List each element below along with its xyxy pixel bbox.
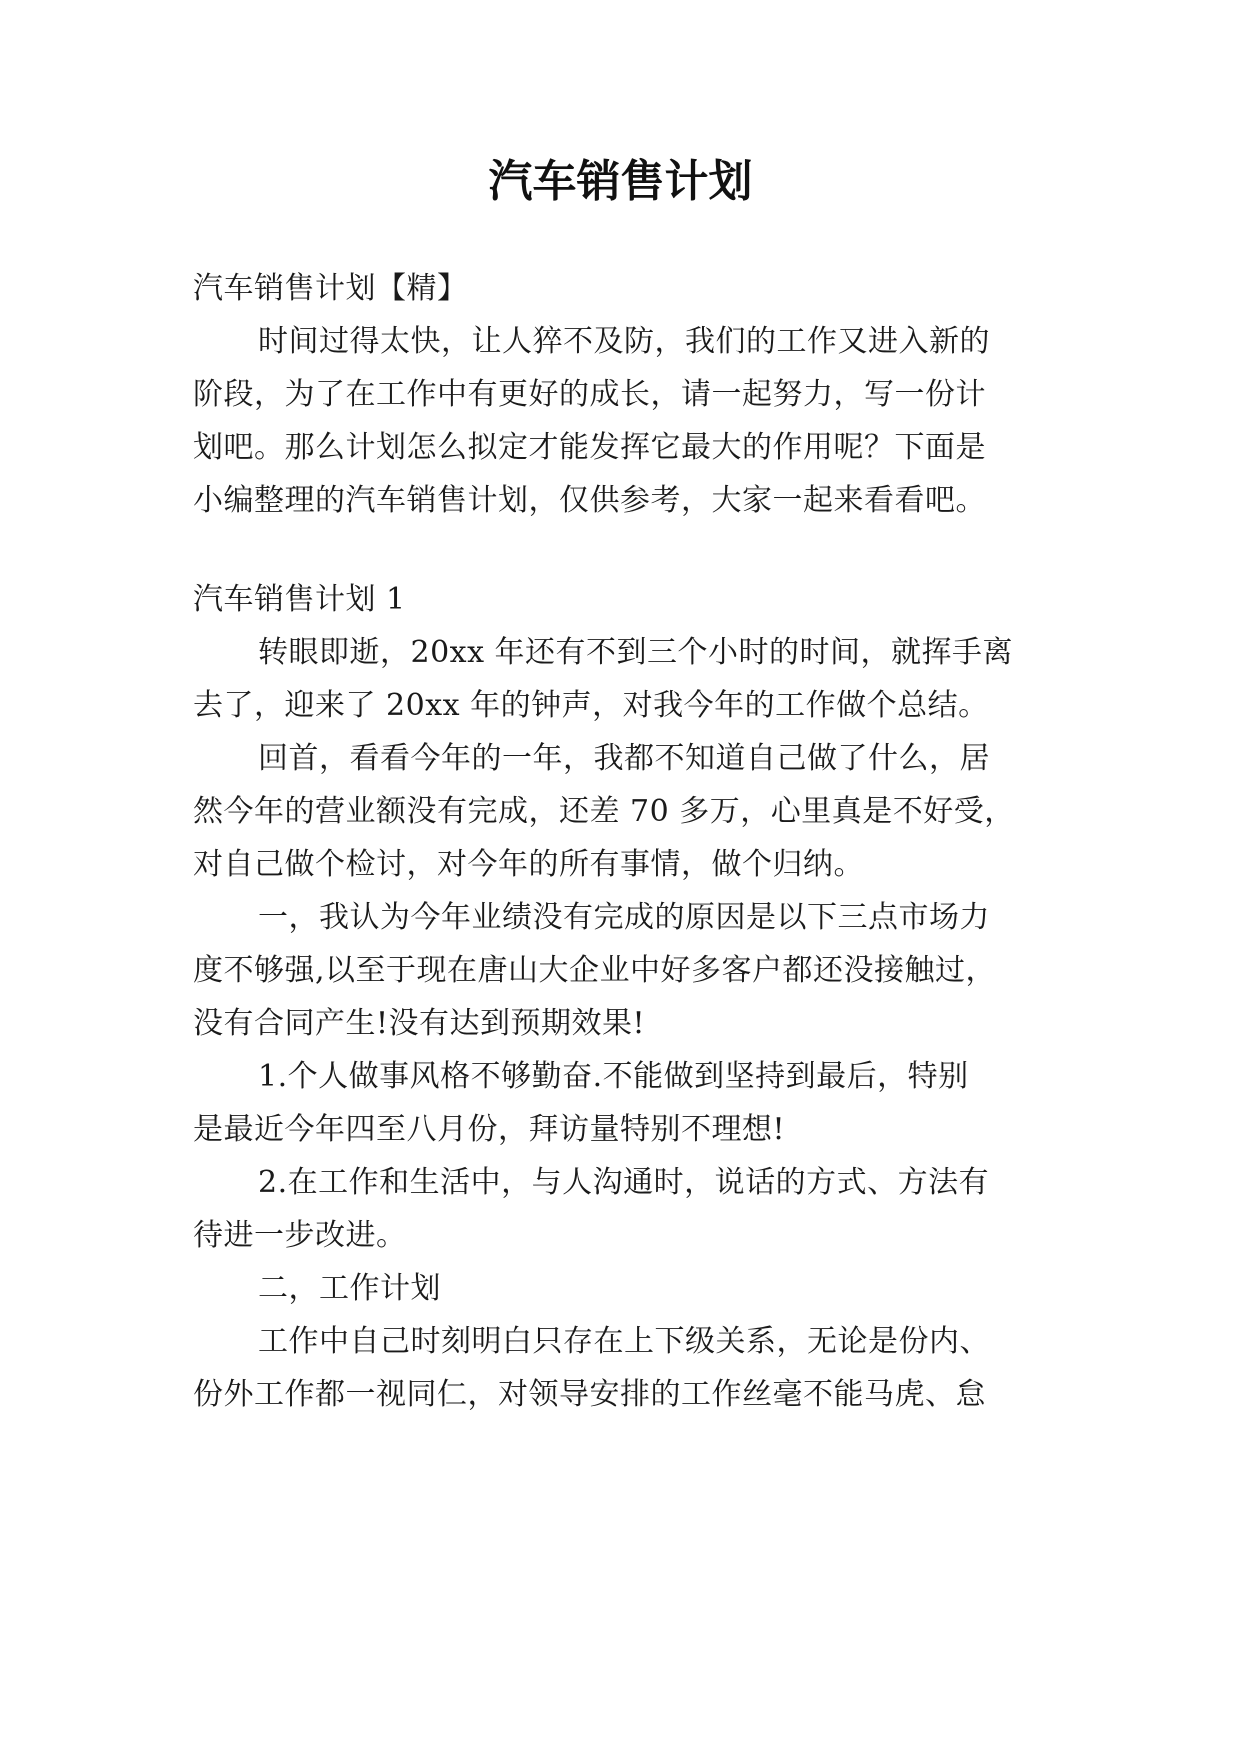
- paragraph-line: 待进一步改进。: [193, 1218, 407, 1253]
- paragraph-line: 去了，迎来了 20xx 年的钟声，对我今年的工作做个总结。: [193, 688, 989, 723]
- paragraph-line: 份外工作都一视同仁，对领导安排的工作丝毫不能马虎、怠: [193, 1377, 986, 1412]
- section-subheading: 二，工作计划: [258, 1271, 441, 1306]
- paragraph-line: 是最近今年四至八月份，拜访量特别不理想!: [193, 1112, 786, 1147]
- paragraph-line: 转眼即逝，20xx 年还有不到三个小时的时间，就挥手离: [258, 635, 1014, 670]
- paragraph-line: 对自己做个检讨，对今年的所有事情，做个归纳。: [193, 847, 864, 882]
- paragraph-line: 工作中自己时刻明白只存在上下级关系，无论是份内、: [258, 1324, 990, 1359]
- section-heading: 汽车销售计划【精】: [193, 271, 468, 306]
- paragraph-line: 度不够强,以至于现在唐山大企业中好多客户都还没接触过，: [193, 953, 997, 988]
- paragraph-line: 1.个人做事风格不够勤奋.不能做到坚持到最后，特别: [258, 1059, 969, 1094]
- paragraph-line: 小编整理的汽车销售计划，仅供参考，大家一起来看看吧。: [193, 483, 986, 518]
- paragraph-line: 回首，看看今年的一年，我都不知道自己做了什么，居: [258, 741, 990, 776]
- paragraph-line: 时间过得太快，让人猝不及防，我们的工作又进入新的: [258, 324, 990, 359]
- paragraph-line: 2.在工作和生活中，与人沟通时，说话的方式、方法有: [258, 1165, 990, 1200]
- paragraph-line: 一，我认为今年业绩没有完成的原因是以下三点市场力: [258, 900, 990, 935]
- paragraph-line: 划吧。那么计划怎么拟定才能发挥它最大的作用呢？下面是: [193, 430, 986, 465]
- paragraph-line: 然今年的营业额没有完成，还差 70 多万，心里真是不好受，: [193, 794, 1015, 829]
- document-title: 汽车销售计划: [488, 156, 753, 207]
- paragraph-line: 阶段，为了在工作中有更好的成长，请一起努力，写一份计: [193, 377, 986, 412]
- section-heading: 汽车销售计划 1: [193, 582, 406, 617]
- paragraph-line: 没有合同产生!没有达到预期效果!: [193, 1006, 646, 1041]
